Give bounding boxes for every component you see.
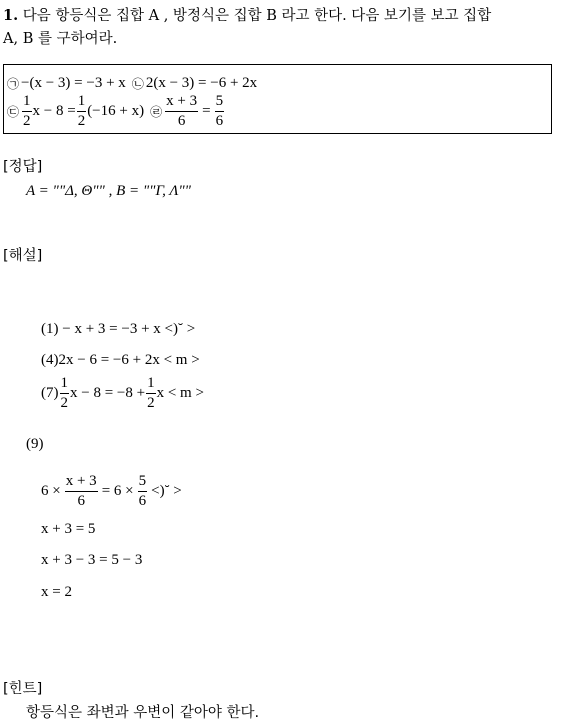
choice-d-eq: =	[202, 103, 211, 119]
answer-text: A = ""Δ, Θ"" , B = ""Γ, Λ""	[26, 183, 191, 199]
choice-b-expr: 2(x − 3) = −6 + 2x	[145, 75, 258, 91]
choice-b-marker: ㉡	[131, 77, 144, 91]
question-text-2: A, B 를 구하여라.	[3, 31, 118, 47]
choice-a-expr: −(x − 3) = −3 + x	[21, 75, 126, 91]
choice-row-1	[7, 75, 257, 92]
choice-row-2	[7, 94, 225, 129]
question-line-1	[3, 4, 491, 25]
explanation-line-4: (9)	[26, 436, 44, 452]
explanation-line-3-fraction-2: $\frac{1}{2}$	[147, 375, 155, 411]
choice-c-fraction-1: $\frac{1}{2}$	[23, 93, 31, 129]
explanation-line-3-tail: x < m >	[156, 385, 204, 401]
explanation-line-5-mid: = 6 ×	[101, 483, 134, 499]
choice-c-mid: x − 8 =	[32, 103, 76, 119]
explanation-line-3-mid: x − 8 = −8 +	[70, 385, 146, 401]
explanation-line-5	[41, 474, 182, 509]
choice-c-tail: (−16 + x)	[87, 103, 145, 119]
choice-d-fraction-2: $\frac{5}{6}$	[215, 93, 224, 129]
choice-d-marker: ㉣	[150, 105, 163, 119]
choice-c-marker: ㉢	[7, 105, 20, 119]
hint-text: 항등식은 좌변과 우변이 같아야 한다.	[26, 705, 260, 721]
explanation-line-7: x + 3 − 3 = 5 − 3	[41, 552, 143, 568]
explanation-line-5-pre: 6 ×	[41, 483, 61, 499]
explanation-line-1: (1) − x + 3 = −3 + x <)˘ >	[41, 321, 196, 337]
answer-label: [정답]	[3, 159, 43, 175]
explanation-line-3-pre: (7)	[41, 385, 59, 401]
explanation-line-5-tail: <)˘ >	[151, 483, 182, 499]
explanation-line-5-fraction-1: $\frac{x + 3}{6}$	[65, 473, 97, 509]
explanation-line-2: (4)2x − 6 = −6 + 2x < m >	[41, 352, 200, 368]
choice-d-fraction-1: $\frac{x + 3}{6}$	[166, 93, 198, 129]
question-text-1: 다음 항등식은 집합 A , 방정식은 집합 B 라고 한다. 다음 보기를 보고 집합	[22, 8, 492, 24]
explanation-line-5-fraction-2: $\frac{5}{6}$	[138, 473, 147, 509]
hint-label: [힌트]	[3, 681, 43, 697]
explanation-line-8: x = 2	[41, 584, 72, 600]
explanation-line-3	[41, 376, 204, 411]
explanation-line-6: x + 3 = 5	[41, 521, 96, 537]
choice-c-fraction-2: $\frac{1}{2}$	[77, 93, 86, 129]
choice-a-marker: ㉠	[7, 77, 20, 91]
explanation-line-3-fraction-1: $\frac{1}{2}$	[60, 375, 68, 411]
question-number: 1.	[3, 7, 19, 24]
explanation-label: [해설]	[3, 248, 43, 264]
